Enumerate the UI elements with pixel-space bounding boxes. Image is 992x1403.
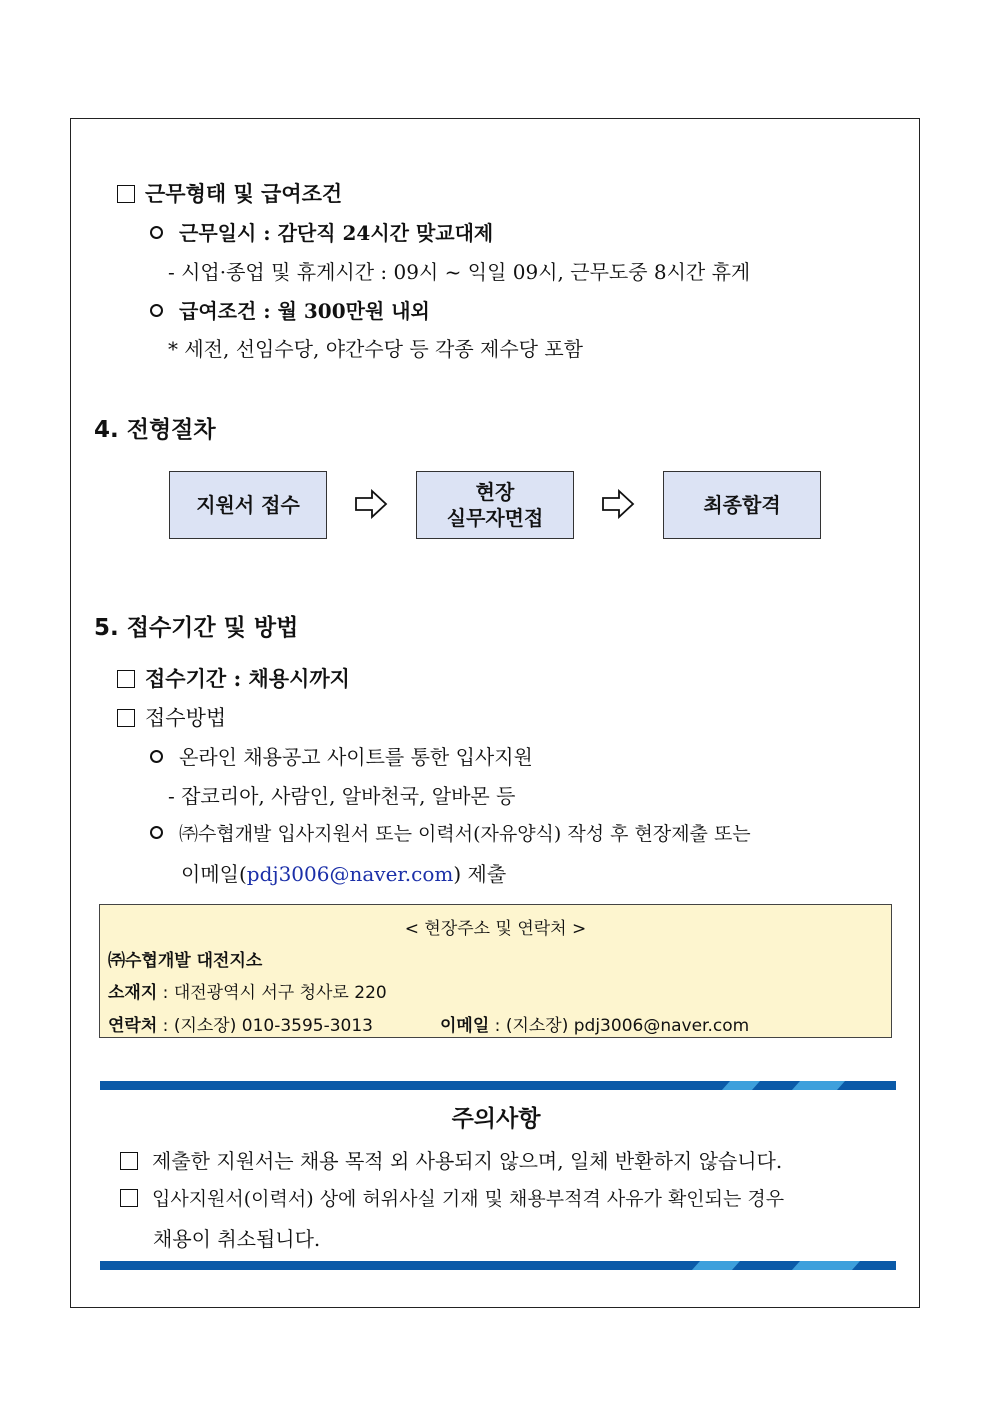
period-item: 접수기간 : 채용시까지 — [117, 663, 350, 693]
work-hours-detail: - 시업·종업 및 휴게시간 : 09시 ~ 익일 09시, 근무도중 8시간 휴게 — [168, 260, 751, 284]
checkbox-square-icon — [117, 709, 135, 727]
notice-title: 주의사항 — [451, 1106, 541, 1132]
work-pay: 급여조건 : 월 300만원 내외 — [150, 295, 430, 324]
circle-bullet-icon — [150, 304, 163, 317]
checkbox-square-icon — [117, 185, 135, 203]
contact-phone: 연락처 : (지소장) 010-3595-3013 — [108, 1016, 373, 1036]
contact-email: 이메일 : (지소장) pdj3006@naver.com — [440, 1016, 750, 1036]
notice-item-1: 제출한 지원서는 채용 목적 외 사용되지 않으며, 일체 반환하지 않습니다. — [120, 1145, 782, 1174]
bottom-divider-bar — [100, 1261, 896, 1270]
circle-bullet-icon — [150, 226, 163, 239]
flow-step-final: 최종합격 — [663, 471, 821, 539]
online-method: 온라인 채용공고 사이트를 통한 입사지원 — [150, 741, 533, 770]
circle-bullet-icon — [150, 750, 163, 763]
circle-bullet-icon — [150, 826, 163, 839]
checkbox-square-icon — [117, 670, 135, 688]
section4-title: 4. 전형절차 — [94, 417, 216, 443]
right-arrow-icon — [601, 489, 635, 519]
contact-title: < 현장주소 및 연락처 > — [404, 919, 587, 939]
section5-title: 5. 접수기간 및 방법 — [94, 615, 299, 641]
top-divider-bar — [100, 1081, 896, 1090]
notice-item-2-cont: 채용이 취소됩니다. — [153, 1227, 321, 1251]
work-pay-detail: * 세전, 선임수당, 야간수당 등 각종 제수당 포함 — [168, 337, 583, 361]
flow-step-interview: 현장 실무자면접 — [416, 471, 574, 539]
email-link[interactable]: pdj3006@naver.com — [246, 862, 454, 886]
contact-box — [99, 904, 892, 1038]
work-hours: 근무일시 : 감단직 24시간 맞교대제 — [150, 217, 493, 246]
notice-item-2: 입사지원서(이력서) 상에 허위사실 기재 및 채용부적격 사유가 확인되는 경우 — [120, 1184, 784, 1211]
method-item: 접수방법 — [117, 702, 226, 732]
contact-company: ㈜수협개발 대전지소 — [108, 951, 263, 971]
flow-step-apply: 지원서 접수 — [169, 471, 327, 539]
checkbox-square-icon — [120, 1189, 138, 1207]
offline-method-email-line: 이메일(pdj3006@naver.com) 제출 — [181, 862, 507, 886]
work-heading: 근무형태 및 급여조건 — [117, 178, 342, 208]
job-sites: - 잡코리아, 사람인, 알바천국, 알바몬 등 — [168, 784, 516, 808]
right-arrow-icon — [354, 489, 388, 519]
checkbox-square-icon — [120, 1152, 138, 1170]
contact-address: 소재지 : 대전광역시 서구 청사로 220 — [108, 983, 387, 1003]
offline-method: ㈜수협개발 입사지원서 또는 이력서(자유양식) 작성 후 현장제출 또는 — [150, 819, 751, 846]
